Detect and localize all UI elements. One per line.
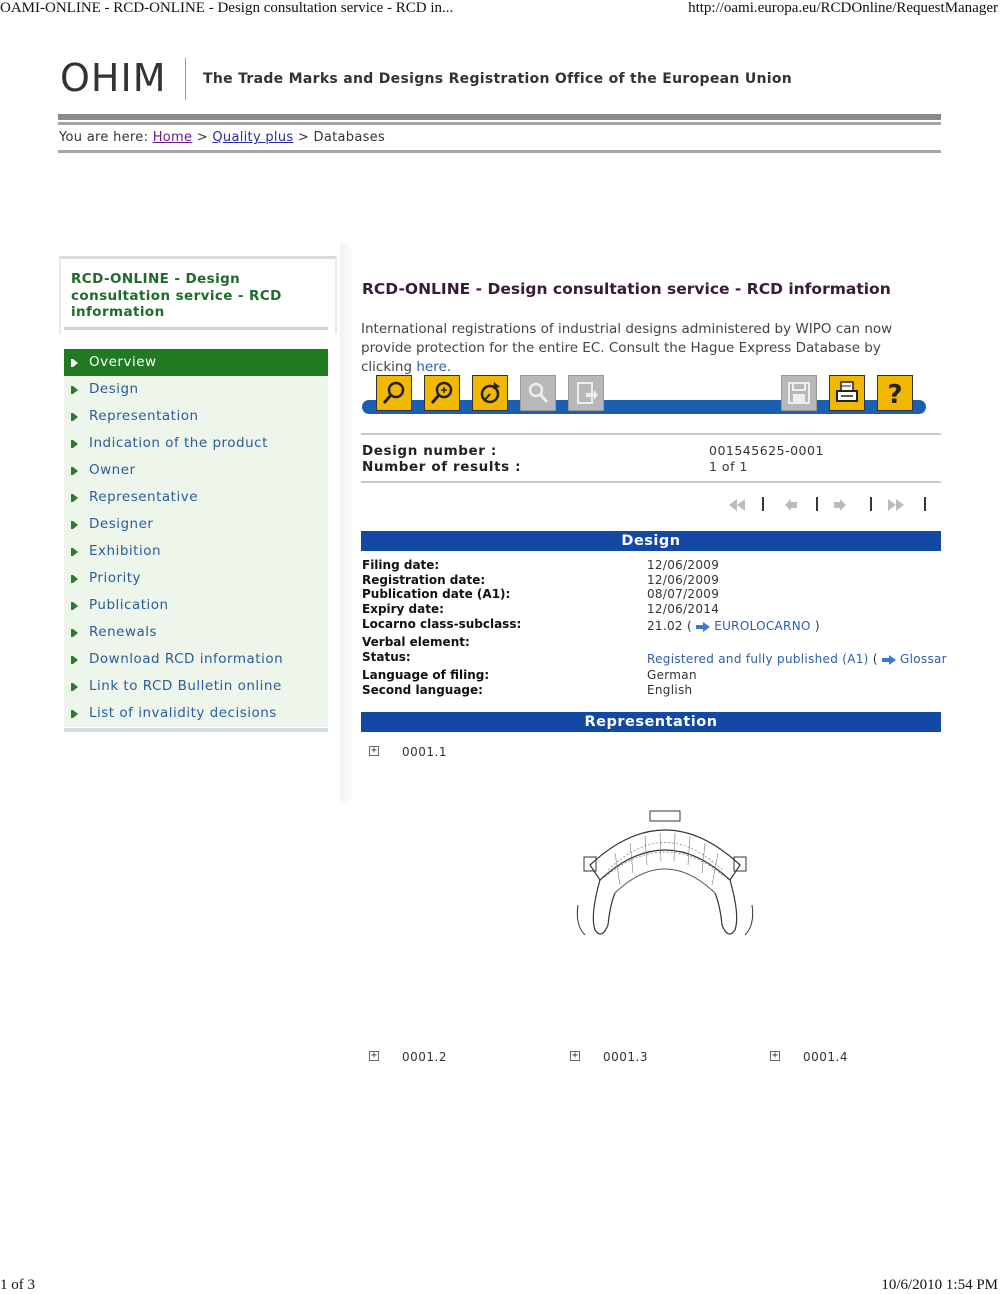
print-header-url: http://oami.europa.eu/RCDOnline/RequestManager <box>688 0 998 16</box>
sidebar-item-label: Link to RCD Bulletin online <box>89 678 282 694</box>
second-language-value: English <box>647 683 693 697</box>
print-footer-datetime: 10/6/2010 1:54 PM <box>881 1277 998 1293</box>
locarno-label: Locarno class-subclass: <box>362 617 522 631</box>
second-language-label: Second language: <box>362 683 483 697</box>
locarno-class: 21.02 <box>647 619 683 633</box>
paren: ( <box>872 652 878 666</box>
sidebar-nav-bottom <box>64 728 328 732</box>
first-page-icon[interactable] <box>727 496 747 515</box>
design-section-header: Design <box>361 531 941 551</box>
sidebar-item-label: Publication <box>89 597 169 613</box>
question-mark-icon <box>881 379 909 410</box>
refresh-icon <box>476 379 504 407</box>
sidebar-item-label: Owner <box>89 462 136 478</box>
sidebar-item-label: Download RCD information <box>89 651 284 667</box>
next-page-icon[interactable] <box>832 496 846 515</box>
language-filing-value: German <box>647 668 697 682</box>
last-page-icon[interactable] <box>886 496 906 515</box>
representation-label-3: 0001.3 <box>603 1050 648 1064</box>
logo-divider <box>185 58 186 100</box>
pager-separator <box>870 497 872 511</box>
column-shadow <box>340 243 354 803</box>
sidebar-nav <box>64 349 328 727</box>
registration-date-value: 12/06/2009 <box>647 573 720 587</box>
sidebar-item-label: List of invalidity decisions <box>89 705 277 721</box>
sidebar-item-label: Overview <box>89 354 157 370</box>
pager-separator <box>762 497 764 511</box>
sidebar-item-representative[interactable] <box>64 484 328 511</box>
sidebar-title-divider <box>64 327 328 330</box>
document-export-icon <box>572 379 600 407</box>
sidebar-item-label: Design <box>89 381 139 397</box>
arrow-right-icon <box>73 548 78 556</box>
zoom-icon <box>524 379 552 407</box>
publication-date-value: 08/07/2009 <box>647 587 720 601</box>
sidebar-item-exhibition[interactable] <box>64 538 328 565</box>
breadcrumb <box>59 130 385 145</box>
status-link[interactable]: Registered and fully published (A1) <box>647 652 869 666</box>
representation-section-header: Representation <box>361 712 941 732</box>
arrow-right-icon <box>73 386 78 394</box>
export-button-disabled[interactable] <box>568 375 604 411</box>
expand-icon[interactable]: + <box>370 1050 378 1061</box>
design-drawing[interactable] <box>570 805 760 949</box>
sidebar-item-label: Designer <box>89 516 154 532</box>
arrow-right-icon <box>73 656 78 664</box>
printer-icon <box>833 379 861 407</box>
results-value: 1 of 1 <box>709 459 748 474</box>
site-tagline: The Trade Marks and Designs Registration Office of the European Union <box>203 71 793 87</box>
sidebar-item-download[interactable] <box>64 646 328 673</box>
filing-date-value: 12/06/2009 <box>647 558 720 572</box>
expand-icon[interactable]: + <box>571 1050 579 1061</box>
expand-icon[interactable]: + <box>370 745 378 756</box>
sidebar-item-renewals[interactable] <box>64 619 328 646</box>
sidebar-item-designer[interactable] <box>64 511 328 538</box>
help-button[interactable] <box>877 375 913 411</box>
verbal-element-label: Verbal element: <box>362 635 470 649</box>
breadcrumb-rule <box>58 150 941 153</box>
eurolocarno-link[interactable]: EUROLOCARNO <box>714 619 811 633</box>
header-rule <box>58 114 941 120</box>
registration-date-label: Registration date: <box>362 573 486 587</box>
arrow-right-icon <box>882 655 896 665</box>
breadcrumb-separator: > <box>297 130 310 145</box>
sidebar-title: RCD-ONLINE - Design consultation service - RCD information <box>71 271 282 320</box>
sidebar-item-design[interactable] <box>64 376 328 403</box>
save-button[interactable] <box>781 375 817 411</box>
floppy-disk-icon <box>785 379 813 407</box>
arrow-right-icon <box>73 710 78 718</box>
language-filing-label: Language of filing: <box>362 668 490 682</box>
divider <box>361 481 941 483</box>
page-title: RCD-ONLINE - Design consultation service - RCD information <box>362 280 891 298</box>
divider <box>361 433 941 435</box>
pager-separator <box>816 497 818 511</box>
sidebar-item-indication[interactable] <box>64 430 328 457</box>
breadcrumb-home-link[interactable]: Home <box>152 130 193 145</box>
sidebar-item-label: Renewals <box>89 624 158 640</box>
sidebar-item-label: Representation <box>89 408 199 424</box>
expand-icon[interactable]: + <box>771 1050 779 1061</box>
sidebar-item-label: Exhibition <box>89 543 162 559</box>
sidebar-item-representation[interactable] <box>64 403 328 430</box>
arrow-right-icon <box>73 602 78 610</box>
intro-text <box>361 320 931 377</box>
arrow-right-icon <box>73 683 78 691</box>
sidebar-item-invalidity[interactable] <box>64 700 328 727</box>
sidebar-item-bulletin[interactable] <box>64 673 328 700</box>
expiry-date-label: Expiry date: <box>362 602 444 616</box>
previous-page-icon[interactable] <box>785 496 799 515</box>
magnifier-plus-icon <box>428 379 456 407</box>
filing-date-label: Filing date: <box>362 558 440 572</box>
sidebar-item-priority[interactable] <box>64 565 328 592</box>
breadcrumb-prefix: You are here: <box>59 130 149 145</box>
hague-link[interactable]: here. <box>416 359 452 375</box>
breadcrumb-current: Databases <box>313 130 386 145</box>
print-footer-page: 1 of 3 <box>0 1277 35 1293</box>
magnifier-icon <box>380 379 408 407</box>
arrow-right-icon <box>73 575 78 583</box>
intro-body: International registrations of industrial designs administered by WIPO can now provide protection for the entire EC. Consult the Hague Express Database by clicking <box>361 321 893 375</box>
print-button[interactable] <box>829 375 865 411</box>
status-value <box>647 652 947 667</box>
representation-label-1: 0001.1 <box>402 745 447 759</box>
sidebar-item-owner[interactable] <box>64 457 328 484</box>
advanced-search-button[interactable] <box>424 375 460 411</box>
ohim-logo[interactable]: OHIM <box>60 56 167 100</box>
sidebar-item-overview[interactable] <box>64 349 328 376</box>
arrow-right-icon <box>696 622 710 632</box>
breadcrumb-quality-link[interactable]: Quality plus <box>212 130 294 145</box>
breadcrumb-separator: > <box>196 130 208 145</box>
sidebar-item-label: Indication of the product <box>89 435 268 451</box>
design-image <box>570 805 760 945</box>
search-button[interactable] <box>376 375 412 411</box>
svg-text:?: ? <box>887 380 903 410</box>
representation-label-4: 0001.4 <box>803 1050 848 1064</box>
arrow-right-icon <box>73 494 78 502</box>
zoom-button-disabled[interactable] <box>520 375 556 411</box>
sidebar-item-publication[interactable] <box>64 592 328 619</box>
status-label: Status: <box>362 650 411 664</box>
glossary-link[interactable]: Glossar <box>900 652 947 666</box>
sidebar-item-label: Priority <box>89 570 142 586</box>
arrow-right-icon <box>73 467 78 475</box>
sidebar-item-label: Representative <box>89 489 199 505</box>
locarno-value <box>647 619 820 634</box>
pager-separator <box>924 497 926 511</box>
publication-date-label: Publication date (A1): <box>362 587 511 601</box>
paren: ( <box>686 619 692 633</box>
print-header-title: OAMI-ONLINE - RCD-ONLINE - Design consultation service - RCD in... <box>0 0 454 16</box>
arrow-right-icon <box>73 359 78 367</box>
arrow-right-icon <box>73 413 78 421</box>
results-label: Number of results : <box>362 459 522 475</box>
arrow-right-icon <box>73 629 78 637</box>
arrow-right-icon <box>73 521 78 529</box>
representation-label-2: 0001.2 <box>402 1050 447 1064</box>
arrow-right-icon <box>73 440 78 448</box>
header-rule-thin <box>58 122 941 125</box>
design-number-value: 001545625-0001 <box>709 443 824 458</box>
paren: ) <box>814 619 820 633</box>
design-number-label: Design number : <box>362 443 497 459</box>
expiry-date-value: 12/06/2014 <box>647 602 720 616</box>
refresh-search-button[interactable] <box>472 375 508 411</box>
